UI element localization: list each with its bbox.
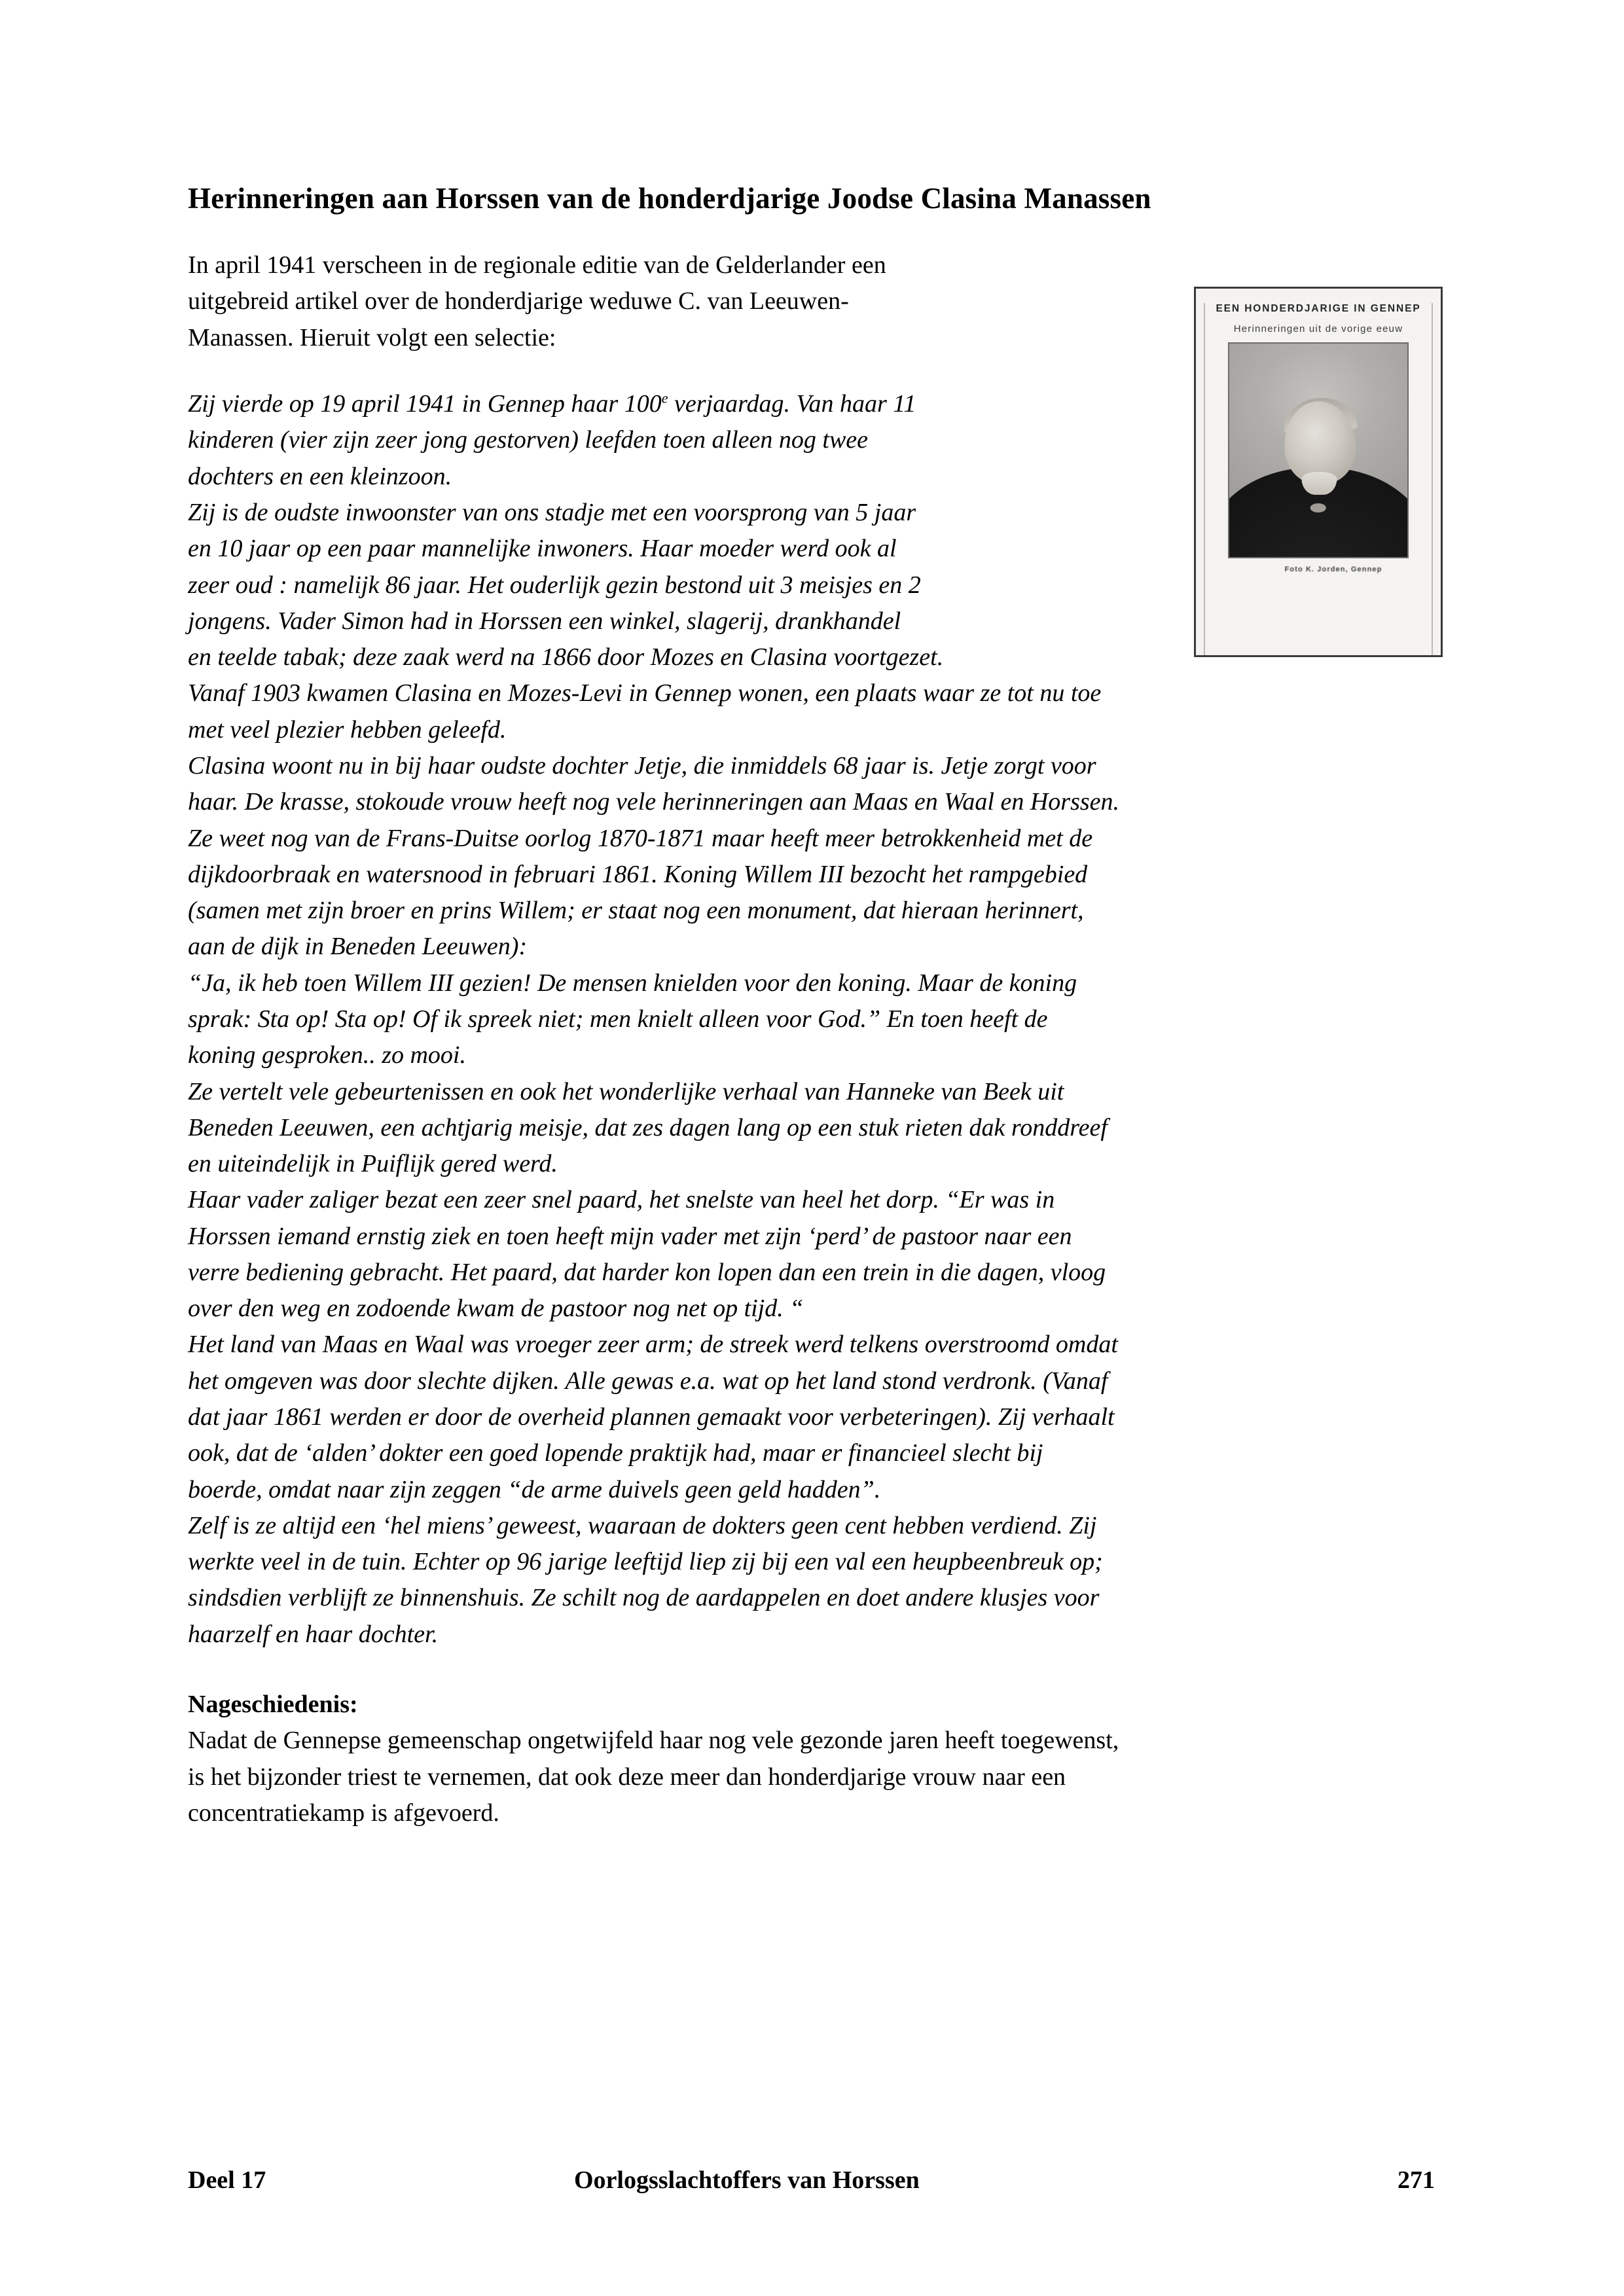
quote-line: “Ja, ik heb toen Willem III gezien! De mensen knielden voor den koning. Maar de koning: [188, 969, 1077, 997]
footer-volume: Deel 17: [188, 2166, 266, 2194]
quote-line: Zij is de oudste inwoonster van ons stadje met een voorsprong van 5 jaar: [188, 499, 916, 526]
afterword-line: is het bijzonder triest te vernemen, dat ook deze meer dan honderdjarige vrouw naar een: [188, 1763, 1066, 1791]
quote-line: Zij vierde op 19 april 1941 in Gennep haar 100e verjaardag. Van haar 11: [188, 389, 916, 418]
quote-line: werkte veel in de tuin. Echter op 96 jarige leeftijd liep zij bij een val een heupbeenbreuk op;: [188, 1548, 1103, 1576]
quote-line: met veel plezier hebben geleefd.: [188, 715, 507, 744]
quote-line: Clasina woont nu in bij haar oudste dochter Jetje, die inmiddels 68 jaar is. Jetje zorgt voor: [188, 751, 1096, 780]
quote-paragraph: [188, 748, 1435, 821]
intro-line: uitgebreid artikel over de honderdjarige weduwe C. van Leeuwen-: [188, 287, 849, 315]
page-footer: [188, 2166, 1435, 2195]
portrait-photo: [1228, 342, 1409, 558]
quote-line: haarzelf en haar dochter.: [188, 1620, 439, 1648]
quote-line: boerde, omdat naar zijn zeggen “de arme duivels geen geld hadden”.: [188, 1475, 881, 1503]
quote-line: Het land van Maas en Waal was vroeger zeer arm; de streek werd telkens overstroomd omdat: [188, 1331, 1118, 1359]
afterword-line: concentratiekamp is afgevoerd.: [188, 1799, 499, 1827]
intro-line: In april 1941 verscheen in de regionale editie van de Gelderlander een: [188, 251, 886, 279]
clipping-headline: EEN HONDERDJARIGE IN GENNEP: [1216, 303, 1421, 314]
footer-book-title: Oorlogsslachtoffers van Horssen: [574, 2166, 920, 2194]
quote-line: over den weg en zodoende kwam de pastoor nog net op tijd. “: [188, 1295, 804, 1323]
quote-line: sprak: Sta op! Sta op! Of ik spreek niet; men knielt alleen voor God.” En toen heeft de: [188, 1005, 1048, 1033]
afterword-paragraph: [188, 1723, 1435, 1831]
quote-line: Ze weet nog van de Frans-Duitse oorlog 1870-1871 maar heeft meer betrokkenheid met de: [188, 824, 1093, 852]
clipping-subtitle: Herinneringen uit de vorige eeuw: [1233, 323, 1403, 334]
page-title: Herinneringen aan Horssen van de honderdjarige Joodse Clasina Manassen: [188, 182, 1151, 215]
clipping-inner: [1204, 303, 1433, 657]
portrait-brooch-shape: [1310, 503, 1326, 512]
quote-line: aan de dijk in Beneden Leeuwen):: [188, 933, 528, 961]
quote-line: Ze vertelt vele gebeurtenissen en ook het wonderlijke verhaal van Hanneke van Beek uit: [188, 1077, 1064, 1105]
quote-line: (samen met zijn broer en prins Willem; er staat nog een monument, dat hieraan herinnert,: [188, 897, 1084, 925]
quote-line: Beneden Leeuwen, een achtjarig meisje, dat zes dagen lang op een stuk rieten dak ronddreef: [188, 1113, 1108, 1141]
afterword-section: [188, 1687, 1435, 1832]
quote-line: kinderen (vier zijn zeer jong gestorven) leefden toen alleen nog twee: [188, 426, 869, 454]
photo-credit: Foto K. Jorden, Gennep: [1284, 565, 1382, 573]
ordinal-superscript: e: [661, 389, 668, 406]
quote-line: Haar vader zaliger bezat een zeer snel paard, het snelste van heel het dorp. “Er was in: [188, 1186, 1055, 1214]
afterword-line: Nadat de Gennepse gemeenschap ongetwijfeld haar nog vele gezonde jaren heeft toegewenst,: [188, 1727, 1119, 1755]
intro-paragraph: [188, 247, 983, 356]
footer-page-number: 271: [1398, 2166, 1435, 2194]
quote-line: Zelf is ze altijd een ‘hel miens’ geweest, waaraan de dokters geen cent hebben verdiend. Zij: [188, 1511, 1097, 1539]
quote-line: Vanaf 1903 kwamen Clasina en Mozes-Levi in Gennep wonen, een plaats waar ze tot nu toe: [188, 679, 1102, 708]
quote-paragraph: [188, 965, 1435, 1074]
quote-line: dijkdoorbraak en watersnood in februari 1861. Koning Willem III bezocht het rampgebied: [188, 860, 1088, 888]
quote-line: haar. De krasse, stokoude vrouw heeft nog vele herinneringen aan Maas en Waal en Horssen.: [188, 788, 1120, 816]
quote-paragraph: [188, 675, 1435, 748]
quote-line: koning gesproken.. zo mooi.: [188, 1041, 466, 1069]
quote-line: jongens. Vader Simon had in Horssen een winkel, slagerij, drankhandel: [188, 607, 901, 635]
quote-line: ook, dat de ‘alden’ dokter een goed lopende praktijk had, maar er financieel slecht bij: [188, 1439, 1043, 1467]
quote-paragraph: [188, 821, 1435, 965]
quote-line: het omgeven was door slechte dijken. Alle gewas e.a. wat op het land stond verdronk. (Vanaf: [188, 1367, 1108, 1395]
intro-line: Manassen. Hieruit volgt een selectie:: [188, 323, 556, 351]
quote-line: en uiteindelijk in Puiflijk gered werd.: [188, 1150, 558, 1178]
quote-line: sindsdien verblijft ze binnenshuis. Ze schilt nog de aardappelen en doet andere klusjes voor: [188, 1584, 1100, 1612]
quote-line: Horssen iemand ernstig ziek en toen heeft mijn vader met zijn ‘perd’ de pastoor naar een: [188, 1222, 1072, 1250]
newspaper-clipping-figure: [1194, 287, 1443, 657]
quote-paragraph: [188, 1182, 1435, 1327]
page-content: [188, 182, 1435, 1832]
afterword-heading: Nageschiedenis:: [188, 1691, 358, 1718]
quote-line: zeer oud : namelijk 86 jaar. Het ouderlijk gezin bestond uit 3 meisjes en 2: [188, 571, 921, 599]
quote-line: verre bediening gebracht. Het paard, dat harder kon lopen dan een trein in die dagen, vloog: [188, 1258, 1106, 1286]
quote-paragraph: [188, 1074, 1435, 1183]
quote-line: dat jaar 1861 werden er door de overheid plannen gemaakt voor verbeteringen). Zij verhaalt: [188, 1403, 1115, 1431]
quote-line: en teelde tabak; deze zaak werd na 1866 door Mozes en Clasina voortgezet.: [188, 643, 944, 672]
quote-paragraph: [188, 1327, 1435, 1507]
quote-paragraph: [188, 1508, 1435, 1653]
quote-line: dochters en een kleinzoon.: [188, 462, 452, 490]
quote-line: en 10 jaar op een paar mannelijke inwoners. Haar moeder werd ook al: [188, 535, 897, 563]
